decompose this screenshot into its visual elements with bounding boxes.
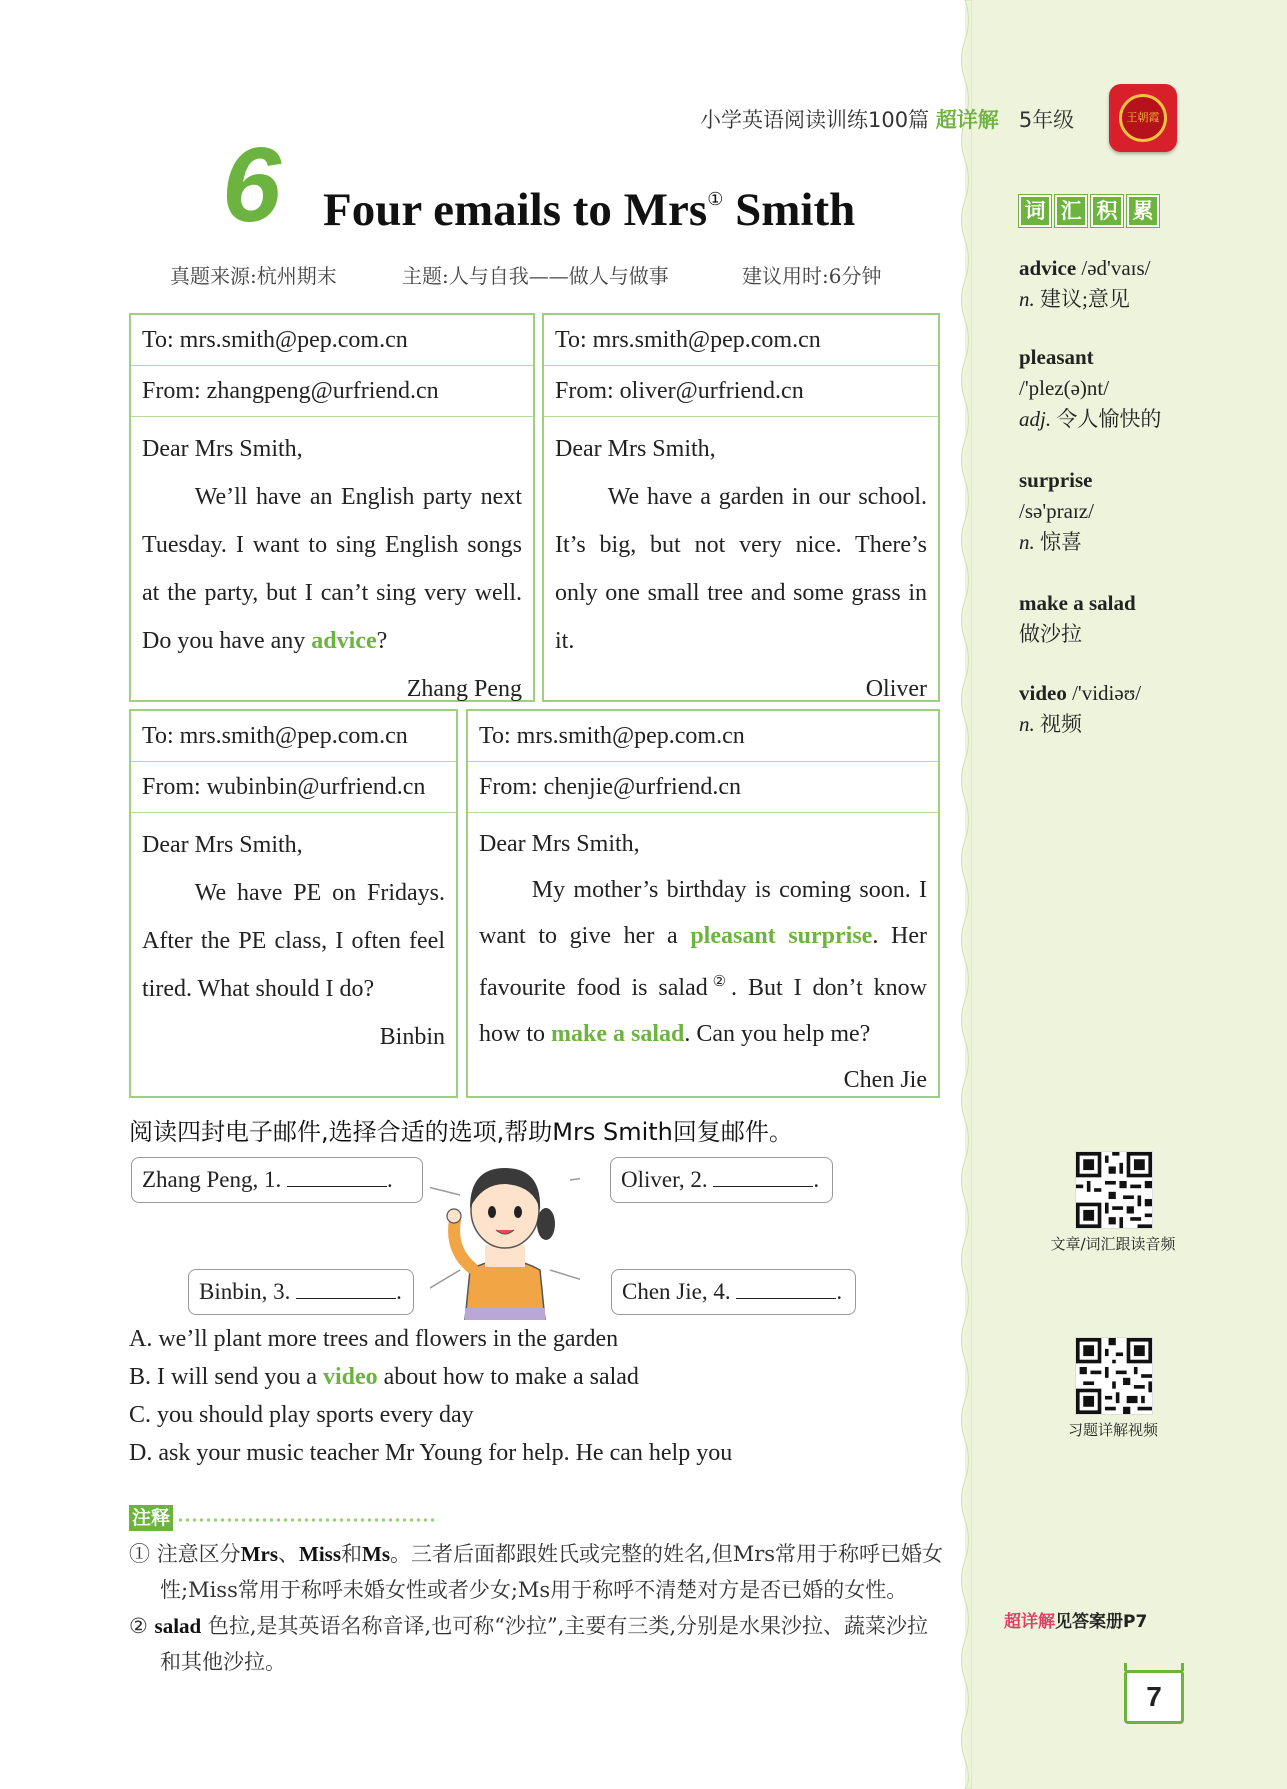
right-eye xyxy=(514,1206,522,1218)
left-eye xyxy=(488,1206,496,1218)
vocab-entry-advice: advice /əd'vaɪs/ n. 建议;意见 xyxy=(1019,256,1151,311)
vocab-entry-video: video /'vidiəʊ/ n. 视频 xyxy=(1019,681,1142,736)
email-signature: Oliver xyxy=(865,676,927,702)
notes-dots-divider xyxy=(177,1515,437,1525)
email-card-oliver xyxy=(542,313,940,702)
sidebar-wavy-edge xyxy=(958,0,972,1789)
answer-blank-2[interactable] xyxy=(713,1160,813,1187)
email-signature: Binbin xyxy=(379,1024,445,1050)
option-c: C. you should play sports every day xyxy=(129,1402,474,1428)
answer-blank-1[interactable] xyxy=(287,1160,387,1187)
answer-blank-3[interactable] xyxy=(296,1272,396,1299)
email-body: We have a garden in our school. It’s big, but not very nice. There’s only one small tree and some grass in it. xyxy=(555,484,927,654)
email-greeting: Dear Mrs Smith, xyxy=(479,831,640,857)
ponytail xyxy=(537,1208,555,1240)
qr-audio-label: 文章/词汇跟读音频 xyxy=(1050,1235,1176,1253)
logo-text: 王朝霞 xyxy=(1119,94,1167,142)
answer-bubble-1: Zhang Peng, 1. . xyxy=(131,1157,423,1203)
email-to: To: mrs.smith@pep.com.cn xyxy=(468,711,938,762)
note-item-1: ① 注意区分Mrs、Miss和Ms。三者后面都跟姓氏或完整的姓名,但Mrs常用于称呼已婚女性;Miss常用于称呼未婚女性或者少女;Ms用于称呼不清楚对方是否已婚的女性。 xyxy=(129,1542,944,1602)
answer-blank-4[interactable] xyxy=(736,1272,836,1299)
qr-code-audio[interactable] xyxy=(1075,1151,1153,1229)
exercise-instruction: 阅读四封电子邮件,选择合适的选项,帮助Mrs Smith回复邮件。 xyxy=(129,1118,793,1146)
edition-label: 超详解 xyxy=(935,108,999,132)
note-item-2: ② salad 色拉,是其英语名称音译,也可称“沙拉”,主要有三类,分别是水果沙拉、蔬菜沙拉和其他沙拉。 xyxy=(129,1614,929,1674)
source-label: 真题来源:杭州期末 xyxy=(170,264,337,288)
vocab-entry-surprise: surprise /sə'praɪz/ n. 惊喜 xyxy=(1019,468,1094,554)
email-greeting: Dear Mrs Smith, xyxy=(555,436,716,462)
book-header xyxy=(700,104,1074,134)
email-greeting: Dear Mrs Smith, xyxy=(142,832,303,858)
answer-reference: 超详解见答案册P7 xyxy=(1004,1612,1148,1632)
notes-section xyxy=(129,1536,949,1680)
email-body: We’ll have an English party next Tuesday. I want to sing English songs at the party, but I can’t sing very well. Do you have any advice? xyxy=(142,484,522,654)
email-from: From: wubinbin@urfriend.cn xyxy=(131,762,456,813)
vocab-entry-make-a-salad: make a salad 做沙拉 xyxy=(1019,591,1136,646)
vocab-heading: 词 汇 积 累 xyxy=(1019,195,1163,227)
option-b: B. I will send you a video about how to make a salad xyxy=(129,1364,639,1390)
page-number: 7 xyxy=(1124,1670,1184,1724)
email-card-zhang-peng xyxy=(129,313,535,702)
highlight-pleasant-surprise: pleasant surprise xyxy=(690,923,873,949)
email-card-chen-jie xyxy=(466,709,940,1098)
series-name: 小学英语阅读训练100篇 xyxy=(700,108,930,132)
answer-ref-page: P7 xyxy=(1123,1612,1148,1632)
highlight-advice: advice xyxy=(311,628,377,654)
skirt xyxy=(465,1308,545,1320)
answer-bubble-4: Chen Jie, 4. . xyxy=(611,1269,856,1315)
cartoon-girl-illustration xyxy=(430,1150,580,1320)
highlight-make-a-salad: make a salad xyxy=(551,1021,685,1047)
email-to: To: mrs.smith@pep.com.cn xyxy=(131,711,456,762)
email-body: My mother’s birthday is coming soon. I want to give her a pleasant surprise. Her favourite food is salad②. But I don’t know how to make a salad. Can you help me? xyxy=(479,877,927,1047)
email-card-binbin xyxy=(129,709,458,1098)
qr-video-label: 习题详解视频 xyxy=(1067,1421,1158,1439)
email-to: To: mrs.smith@pep.com.cn xyxy=(544,315,938,366)
email-signature: Chen Jie xyxy=(843,1067,927,1093)
option-a: A. we’ll plant more trees and flowers in the garden xyxy=(129,1326,619,1352)
answer-options xyxy=(129,1320,732,1472)
title-part2: Smith xyxy=(735,184,856,236)
option-d: D. ask your music teacher Mr Young for help. He can help you xyxy=(129,1440,733,1466)
bubble-pointer-4 xyxy=(550,1270,580,1290)
email-greeting: Dear Mrs Smith, xyxy=(142,436,303,462)
vocab-entry-pleasant: pleasant /'plez(ə)nt/ adj. 令人愉快的 xyxy=(1019,345,1162,431)
publisher-logo xyxy=(1109,84,1177,152)
note-mark: ② xyxy=(707,974,732,990)
title-part1: Four emails to Mrs xyxy=(323,184,708,236)
bubble-pointer-3 xyxy=(430,1270,460,1300)
bubble-pointer-2 xyxy=(570,1175,580,1180)
email-to: To: mrs.smith@pep.com.cn xyxy=(131,315,533,366)
email-from: From: zhangpeng@urfriend.cn xyxy=(131,366,533,417)
lesson-title xyxy=(323,183,855,237)
answer-ref-highlight: 超详解 xyxy=(1004,1612,1055,1632)
hand xyxy=(447,1209,461,1223)
email-signature: Zhang Peng xyxy=(406,676,522,702)
title-note-mark: ① xyxy=(707,189,724,209)
highlight-video: video xyxy=(322,1364,378,1390)
theme-label: 主题:人与自我——做人与做事 xyxy=(402,264,669,288)
lesson-number: 6 xyxy=(222,126,281,244)
email-body: We have PE on Fridays. After the PE class, I often feel tired. What should I do? xyxy=(142,880,445,1002)
raised-arm xyxy=(454,1220,472,1268)
email-from: From: oliver@urfriend.cn xyxy=(544,366,938,417)
notes-tag: 注释 xyxy=(129,1505,173,1531)
notes-heading xyxy=(129,1505,437,1531)
answer-bubble-3: Binbin, 3. . xyxy=(188,1269,414,1315)
answer-bubble-2: Oliver, 2. . xyxy=(610,1157,833,1203)
email-from: From: chenjie@urfriend.cn xyxy=(468,762,938,813)
time-label: 建议用时:6分钟 xyxy=(742,264,882,288)
grade-label: 5年级 xyxy=(1018,108,1075,132)
bubble-pointer-1 xyxy=(430,1180,460,1195)
qr-code-video[interactable] xyxy=(1075,1337,1153,1415)
